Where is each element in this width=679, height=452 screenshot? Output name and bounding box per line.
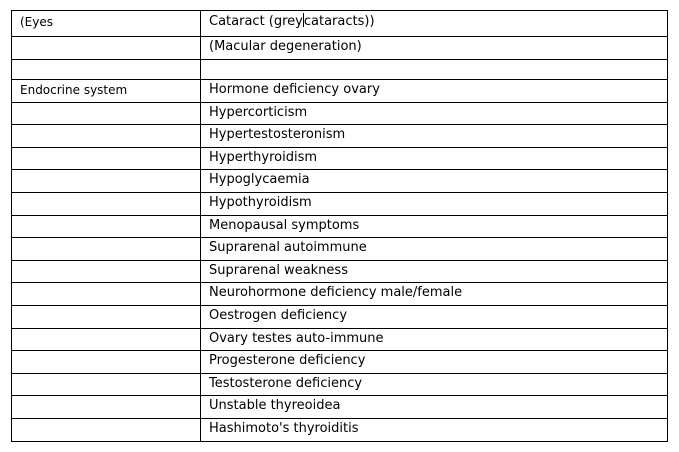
condition-cell[interactable]: Suprarenal weakness [201, 260, 668, 283]
condition-cell[interactable]: Progesterone deficiency [201, 351, 668, 374]
condition-cell[interactable]: Oestrogen deficiency [201, 305, 668, 328]
table-row [12, 11, 668, 37]
table-row [12, 170, 668, 193]
condition-cell[interactable]: Suprarenal autoimmune [201, 238, 668, 261]
table-row [12, 351, 668, 374]
category-cell[interactable] [12, 238, 201, 261]
category-cell[interactable] [12, 373, 201, 396]
table-row [12, 80, 668, 103]
category-cell[interactable] [12, 170, 201, 193]
condition-cell[interactable]: Testosterone deficiency [201, 373, 668, 396]
table-row [12, 37, 668, 60]
table-row [12, 238, 668, 261]
condition-cell[interactable]: Neurohormone deficiency male/female [201, 283, 668, 306]
condition-cell[interactable]: Hypercorticism [201, 102, 668, 125]
category-cell[interactable] [12, 215, 201, 238]
condition-cell[interactable]: (Macular degeneration) [201, 37, 668, 60]
condition-cell[interactable] [201, 11, 668, 37]
category-cell[interactable] [12, 192, 201, 215]
table-row [12, 60, 668, 80]
category-cell[interactable] [12, 60, 201, 80]
table-row [12, 215, 668, 238]
table-row [12, 147, 668, 170]
condition-cell[interactable]: Hormone deficiency ovary [201, 80, 668, 103]
condition-text: cataracts)) [303, 14, 375, 29]
condition-cell[interactable] [201, 60, 668, 80]
condition-cell[interactable]: Hypoglycaemia [201, 170, 668, 193]
condition-cell[interactable]: Hashimoto's thyroiditis [201, 418, 668, 441]
document-table [11, 10, 668, 442]
category-cell[interactable] [12, 37, 201, 60]
table-row [12, 283, 668, 306]
table-row [12, 418, 668, 441]
table-row [12, 192, 668, 215]
category-cell[interactable]: Endocrine system [12, 80, 201, 103]
category-cell[interactable] [12, 102, 201, 125]
condition-cell[interactable]: Ovary testes auto-immune [201, 328, 668, 351]
condition-cell[interactable]: Hypothyroidism [201, 192, 668, 215]
table-row [12, 396, 668, 419]
table-row [12, 373, 668, 396]
category-cell[interactable] [12, 283, 201, 306]
table-row [12, 125, 668, 148]
table-row [12, 305, 668, 328]
category-cell[interactable] [12, 328, 201, 351]
category-cell[interactable]: (Eyes [12, 11, 201, 37]
condition-cell[interactable]: Hyperthyroidism [201, 147, 668, 170]
category-cell[interactable] [12, 396, 201, 419]
category-cell[interactable] [12, 351, 201, 374]
condition-text: Cataract (grey [209, 14, 303, 29]
category-cell[interactable] [12, 125, 201, 148]
category-cell[interactable] [12, 147, 201, 170]
table-row [12, 328, 668, 351]
table-row [12, 102, 668, 125]
condition-cell[interactable]: Menopausal symptoms [201, 215, 668, 238]
category-cell[interactable] [12, 305, 201, 328]
table-row [12, 260, 668, 283]
category-cell[interactable] [12, 418, 201, 441]
category-cell[interactable] [12, 260, 201, 283]
condition-cell[interactable]: Unstable thyreoidea [201, 396, 668, 419]
condition-cell[interactable]: Hypertestosteronism [201, 125, 668, 148]
